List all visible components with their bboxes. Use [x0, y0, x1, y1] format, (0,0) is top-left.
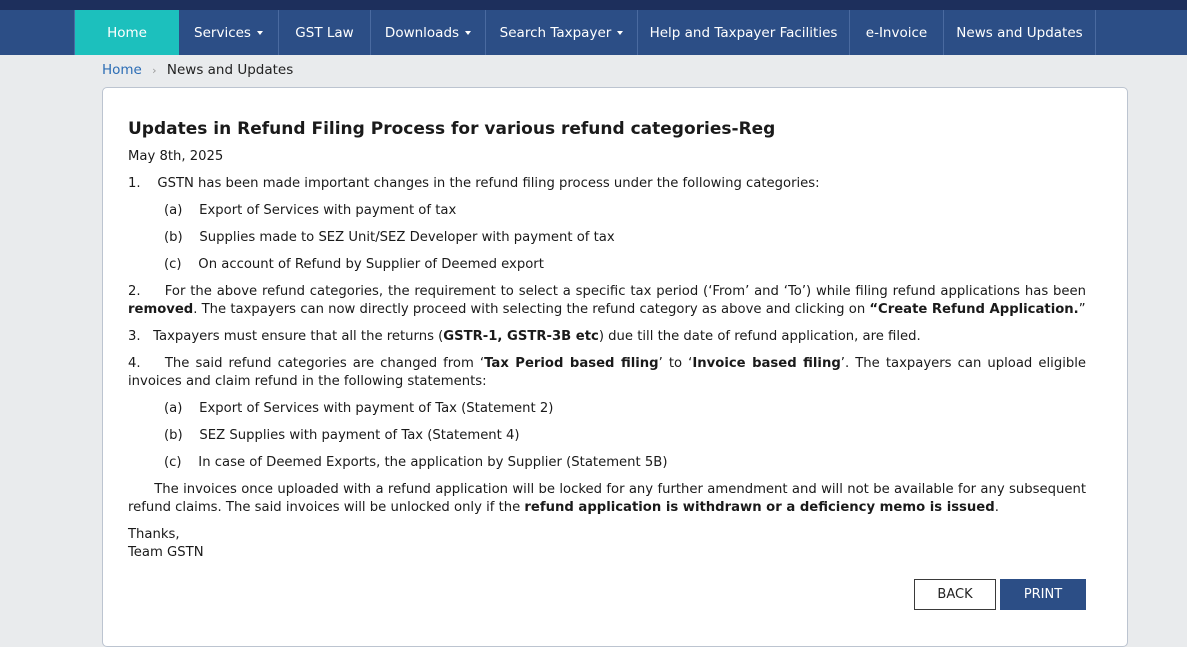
nav-home[interactable]: [75, 10, 179, 55]
main-navbar: [0, 10, 1187, 55]
nav-news[interactable]: [944, 10, 1096, 55]
caret-down-icon: [617, 31, 623, 35]
nav-home-label: Home: [107, 24, 147, 41]
nav-downloads[interactable]: [371, 10, 486, 55]
signature: [128, 526, 1086, 562]
caret-down-icon: [257, 31, 263, 35]
paragraph-4: [128, 355, 1086, 391]
nav-gst-law[interactable]: [279, 10, 371, 55]
list-item: (c) In case of Deemed Exports, the application by Supplier (Statement 5B): [164, 455, 668, 470]
nav-services-label: Services: [194, 24, 251, 41]
nav-help-label: Help and Taxpayer Facilities: [649, 24, 838, 41]
paragraph-5-bold-withdrawn: refund application is withdrawn or a deficiency memo is issued: [524, 500, 995, 515]
paragraph-4-bold-tax-period: Tax Period based filing: [484, 356, 659, 371]
article-title: Updates in Refund Filing Process for various refund categories-Reg: [128, 119, 776, 139]
nav-help[interactable]: [638, 10, 850, 55]
list-item: (c) On account of Refund by Supplier of Deemed export: [164, 257, 544, 272]
paragraph-4-text-e: ’. The taxpayers can upload eligible invoices and claim refund in the following statements:: [128, 356, 1087, 389]
paragraph-2-text-e: ”: [1078, 302, 1086, 317]
nav-search-taxpayer[interactable]: [486, 10, 638, 55]
article-date: May 8th, 2025: [128, 149, 224, 164]
nav-einvoice[interactable]: [850, 10, 944, 55]
paragraph-3: [128, 328, 1086, 346]
nav-downloads-label: Downloads: [384, 24, 460, 41]
signature-team: Team GSTN: [128, 545, 204, 560]
list-item: (a) Export of Services with payment of tax: [164, 203, 457, 218]
nav-news-label: News and Updates: [956, 24, 1083, 41]
nav-gst-law-label: GST Law: [295, 24, 354, 41]
paragraph-1: 1. GSTN has been made important changes in the refund filing process under the following categories:: [128, 176, 820, 191]
back-button[interactable]: BACK: [914, 579, 996, 610]
breadcrumb-home-link[interactable]: Home: [102, 62, 142, 78]
paragraph-3-text-c: ) due till the date of refund application, are filed.: [598, 329, 921, 344]
paragraph-4-text-c: ’ to ‘: [658, 356, 693, 371]
nav-search-taxpayer-label: Search Taxpayer: [499, 24, 612, 41]
paragraph-5: [128, 481, 1091, 517]
nav-einvoice-label: e-Invoice: [865, 24, 928, 41]
article: [128, 118, 1091, 562]
paragraph-3-text-a: 3. Taxpayers must ensure that all the returns (: [128, 329, 444, 344]
paragraph-5-text-a: The invoices once uploaded with a refund application will be locked for any further amendment and will not be available for any subsequent refund claims. The said invoices will be unlocked only if the: [128, 482, 1091, 515]
paragraph-2-bold-create: “Create Refund Application.: [869, 302, 1079, 317]
paragraph-4-bold-invoice: Invoice based filing: [692, 356, 841, 371]
nav-services[interactable]: [179, 10, 279, 55]
paragraph-3-bold-returns: GSTR-1, GSTR-3B etc: [443, 329, 599, 344]
paragraph-2-text-c: . The taxpayers can now directly proceed with selecting the refund category as above and clicking on: [193, 302, 870, 317]
breadcrumb-current: News and Updates: [166, 62, 294, 78]
paragraph-2-text-a: 2. For the above refund categories, the requirement to select a specific tax period (‘From’ and ‘To’) while filing refund applications has been: [128, 284, 1091, 299]
list-item: (b) SEZ Supplies with payment of Tax (Statement 4): [164, 428, 520, 443]
paragraph-4-text-a: 4. The said refund categories are changed from ‘: [128, 356, 485, 371]
paragraph-5-text-c: .: [994, 500, 999, 515]
caret-down-icon: [465, 31, 471, 35]
paragraph-2: [128, 283, 1091, 319]
print-button[interactable]: PRINT: [1000, 579, 1086, 610]
breadcrumb-separator-icon: ›: [152, 64, 157, 77]
list-item: (a) Export of Services with payment of Tax (Statement 2): [164, 401, 554, 416]
paragraph-2-bold-removed: removed: [128, 302, 194, 317]
top-strip: [0, 0, 1187, 10]
signature-thanks: Thanks,: [128, 527, 180, 542]
list-item: (b) Supplies made to SEZ Unit/SEZ Developer with payment of tax: [164, 230, 615, 245]
breadcrumb: [102, 62, 293, 78]
